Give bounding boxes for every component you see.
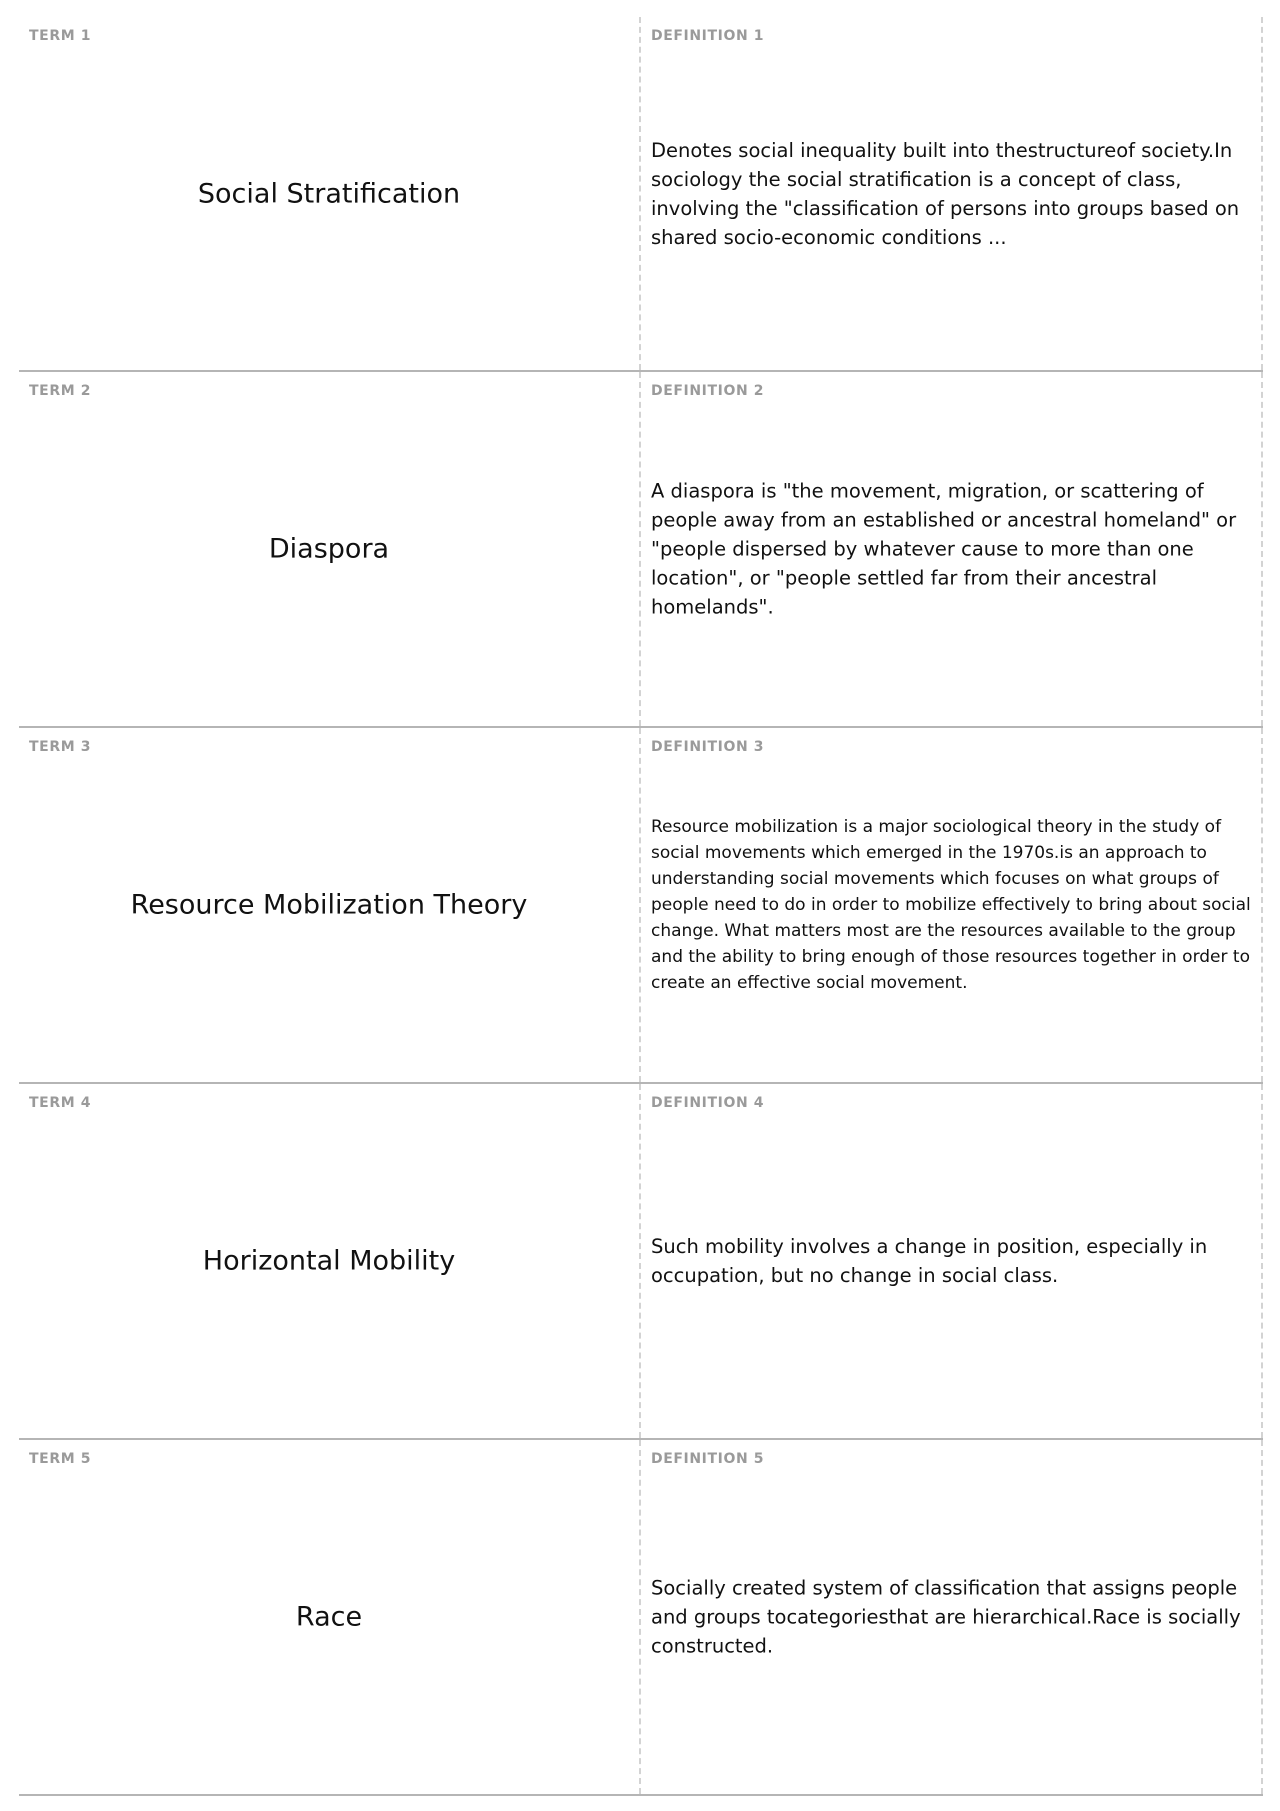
term-label: TERM 3 xyxy=(29,739,92,755)
term-cell xyxy=(19,1084,641,1438)
term-text: Horizontal Mobility xyxy=(202,1245,456,1277)
term-label: TERM 5 xyxy=(29,1451,92,1467)
term-label: TERM 2 xyxy=(29,383,92,399)
definition-cell xyxy=(641,17,1263,370)
term-text: Race xyxy=(295,1601,363,1633)
flashcard-row-4 xyxy=(19,1084,1263,1440)
term-text: Resource Mobilization Theory xyxy=(130,889,528,921)
flashcard-row-2 xyxy=(19,372,1263,728)
flashcard-row-3 xyxy=(19,728,1263,1084)
definition-label: DEFINITION 5 xyxy=(651,1451,765,1467)
flashcard-row-1 xyxy=(19,17,1263,372)
definition-label: DEFINITION 2 xyxy=(651,383,765,399)
term-text: Social Stratification xyxy=(197,178,461,209)
definition-label: DEFINITION 4 xyxy=(651,1095,765,1111)
definition-text: Socially created system of classification that assigns people and groups tocategoriesthat are hierarchical.Race is socially constructed. xyxy=(651,1576,1241,1658)
definition-text: Resource mobilization is a major sociological theory in the study of social movements which emerged in the 1970s.is an approach to understanding social movements which focuses on what groups of people need to do in order to mobilize effectively to bring about social change. What matters most are the resources available to the group and the ability to bring enough of those resources together in order to create an effective social movement. xyxy=(651,817,1251,993)
term-label: TERM 1 xyxy=(29,28,92,44)
definition-cell xyxy=(641,372,1263,726)
definition-cell xyxy=(641,728,1263,1082)
definition-cell xyxy=(641,1084,1263,1438)
flashcard-row-5 xyxy=(19,1440,1263,1796)
definition-label: DEFINITION 3 xyxy=(651,739,765,755)
definition-cell xyxy=(641,1440,1263,1794)
flashcard-sheet xyxy=(19,17,1263,1796)
term-label: TERM 4 xyxy=(29,1095,92,1111)
term-cell xyxy=(19,17,641,370)
term-cell xyxy=(19,728,641,1082)
definition-text: A diaspora is "the movement, migration, or scattering of people away from an established or ancestral homeland" or "people dispersed by whatever cause to more than one location", or "people settled far from their ancestral homelands". xyxy=(651,479,1237,619)
term-cell xyxy=(19,1440,641,1794)
definition-text: Such mobility involves a change in position, especially in occupation, but no change in social class. xyxy=(651,1235,1208,1287)
term-cell xyxy=(19,372,641,726)
term-text: Diaspora xyxy=(268,533,390,565)
definition-label: DEFINITION 1 xyxy=(651,28,765,44)
definition-text: Denotes social inequality built into thestructureof society.In sociology the social stratification is a concept of class, involving the "classification of persons into groups based on shared socio-economic conditions ... xyxy=(651,138,1240,249)
